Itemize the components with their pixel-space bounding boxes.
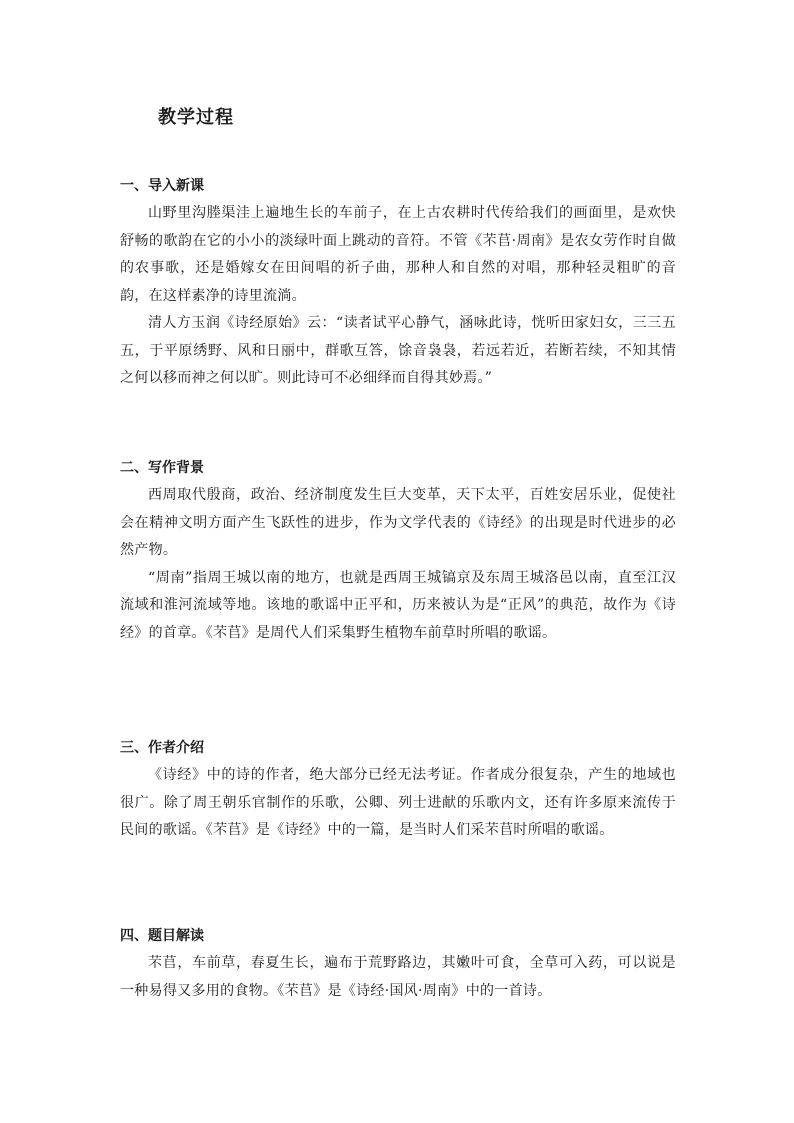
paragraph: 芣苢，车前草，春夏生长，遍布于荒野路边，其嫩叶可食，全草可入药，可以说是一种易得又多用的食物。《芣苢》是《诗经·国风·周南》中的一首诗。 <box>120 955 676 999</box>
section-heading: 四、题目解读 <box>120 928 204 944</box>
paragraph: 《诗经》中的诗的作者，绝大部分已经无法考证。作者成分很复杂，产生的地域也很广。除了周王朝乐官制作的乐歌，公卿、列士进献的乐歌内文，还有许多原来流传于民间的歌谣。《芣苢》是《诗经》中的一篇，是当时人们采芣苢时所唱的歌谣。 <box>120 767 676 838</box>
paragraph: 西周取代殷商，政治、经济制度发生巨大变革，天下太平，百姓安居乐业，促使社会在精神文明方面产生飞跃性的进步，作为文学代表的《诗经》的出现是时代进步的必然产物。 <box>120 487 676 558</box>
paragraph: 清人方玉润《诗经原始》云：“读者试平心静气，涵咏此诗，恍听田家妇女，三三五五，于平原绣野、风和日丽中，群歌互答，馀音袅袅，若远若近，若断若续，不知其情之何以移而神之何以旷。则此诗可不必细绎而自得其妙焉。” <box>120 315 676 386</box>
section-background <box>120 458 676 647</box>
section-heading: 一、导入新课 <box>120 178 204 194</box>
section-heading: 三、作者介绍 <box>120 740 204 756</box>
paragraph: “周南”指周王城以南的地方，也就是西周王城镐京及东周王城洛邑以南，直至江汉流域和淮河流域等地。该地的歌谣中正平和，历来被认为是“正风”的典范，故作为《诗经》的首章。《芣苢》是周代人们采集野生植物车前草时所唱的歌谣。 <box>120 569 676 641</box>
page-title: 教学过程 <box>158 107 234 128</box>
section-intro <box>120 176 676 393</box>
section-heading: 二、写作背景 <box>120 460 204 476</box>
section-author <box>120 738 676 845</box>
paragraph: 山野里沟塍渠洼上遍地生长的车前子，在上古农耕时代传给我们的画面里，是欢快舒畅的歌韵在它的小小的淡绿叶面上跳动的音符。不管《芣苢·周南》是农女劳作时自做的农事歌，还是婚嫁女在田间唱的祈子曲，那种人和自然的对唱，那种轻灵粗旷的音韵，在这样素净的诗里流淌。 <box>120 205 676 304</box>
section-title-reading <box>120 926 676 1005</box>
